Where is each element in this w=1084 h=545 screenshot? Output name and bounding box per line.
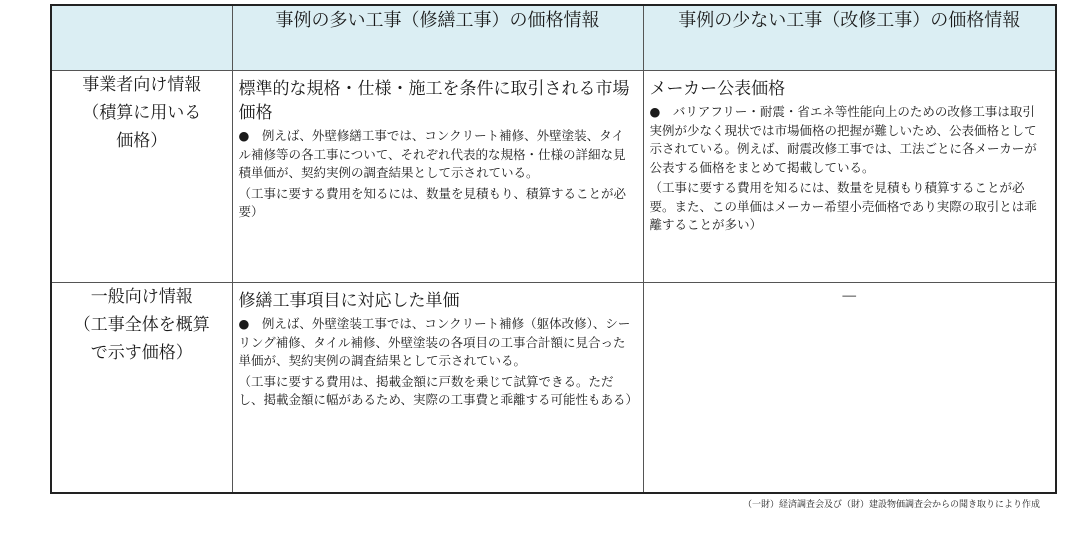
cell-business-renovation <box>643 71 1056 283</box>
cell-title: メーカー公表価格 <box>649 79 786 99</box>
row-label-line: 一般向け情報 <box>90 287 193 307</box>
header-few-cases: 事例の少ない工事（改修工事）の価格情報 <box>643 5 1056 71</box>
row-label-line: 事業者向け情報 <box>82 75 202 95</box>
header-row <box>51 5 1056 71</box>
cell-title: 修繕工事項目に対応した単価 <box>238 291 460 311</box>
corner-header-cell <box>51 5 232 71</box>
cell-bullet: ● バリアフリー・耐震・省エネ等性能向上のための改修工事は取引実例が少なく現状では市場価格の把握が難しいため、公表価格として示されている。例えば、耐震改修工事では、工法ごとに各メーカーが公表する価格をまとめて掲載している。 <box>649 104 1037 175</box>
header-many-cases: 事例の多い工事（修繕工事）の価格情報 <box>232 5 643 71</box>
cell-bullet: ● 例えば、外壁塗装工事では、コンクリート補修（躯体改修）、シーリング補修、タイル補修、外壁塗装の各項目の工事合計額に見合った単価が、契約実例の調査結果として示されている。 <box>238 316 631 368</box>
table-row-general <box>51 283 1056 493</box>
cell-general-renovation-empty: － <box>643 283 1056 493</box>
cell-note: （工事に要する費用は、掲載金額に戸数を乗じて試算できる。ただし、掲載金額に幅があるため、実際の工事費と乖離する可能性もある） <box>238 373 639 407</box>
cell-title: 標準的な規格・仕様・施工を条件に取引される市場価格 <box>238 79 630 123</box>
price-info-table <box>50 4 1057 494</box>
row-label-line: で示す価格） <box>90 343 193 363</box>
row-label-line: 価格） <box>116 131 168 151</box>
cell-bullet: ● 例えば、外壁修繕工事では、コンクリート補修、外壁塗装、タイル補修等の各工事について、それぞれ代表的な規格・仕様の詳細な見積単価が、契約実例の調査結果として示されている。 <box>238 128 626 180</box>
table-row-business <box>51 71 1056 283</box>
row-label-general <box>51 283 232 493</box>
cell-business-repair <box>232 71 643 283</box>
source-note: （一財）経済調査会及び（財）建設物価調査会からの聞き取りにより作成 <box>742 500 1040 510</box>
cell-note: （工事に要する費用を知るには、数量を見積もり、積算することが必要） <box>238 185 627 219</box>
row-label-business <box>51 71 232 283</box>
cell-general-repair <box>232 283 643 493</box>
cell-note: （工事に要する費用を知るには、数量を見積もり積算することが必要。また、この単価はメーカー希望小売価格であり実際の取引とは乖離することが多い） <box>649 180 1037 232</box>
row-label-line: （積算に用いる <box>82 103 202 123</box>
row-label-line: （工事全体を概算 <box>73 315 210 335</box>
